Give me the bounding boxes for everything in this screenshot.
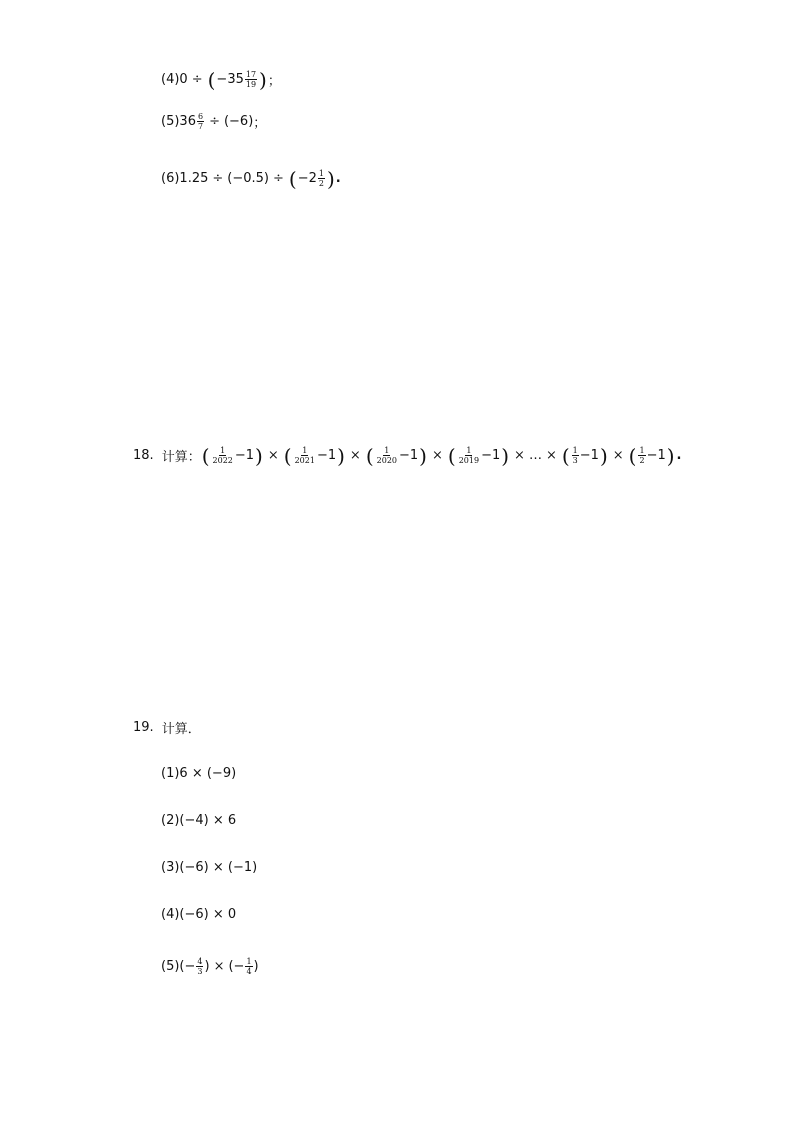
minus-one: −1	[579, 448, 599, 463]
right-paren: )	[204, 959, 210, 974]
fraction	[638, 446, 645, 465]
denominator: 2022	[212, 456, 233, 465]
minus-one: −1	[481, 448, 501, 463]
numerator: 4	[197, 957, 203, 966]
times-sign: ×	[267, 448, 279, 463]
denominator: 7	[197, 122, 204, 131]
numerator: 1	[246, 957, 252, 966]
times-sign: ×	[514, 448, 525, 463]
minus-one: −1	[646, 448, 666, 463]
q19-part-4	[161, 907, 236, 922]
right-paren: )	[253, 959, 259, 974]
problem-label: (5)	[161, 114, 180, 129]
divide-sign: ÷	[209, 114, 220, 129]
left-paren: (	[201, 443, 210, 468]
denominator: 2019	[458, 456, 480, 465]
minus-one: −1	[399, 448, 419, 463]
divide-sign: ÷	[191, 72, 203, 87]
right-paren: )	[337, 443, 345, 468]
fraction	[376, 446, 398, 465]
question-number: 18.	[133, 448, 154, 463]
left-paren: (	[207, 67, 216, 92]
denominator: 2021	[294, 456, 315, 465]
minus-one: −1	[234, 448, 255, 463]
mixed-whole: −35	[216, 72, 244, 87]
numerator: 1	[466, 446, 472, 455]
numerator: 1	[302, 446, 308, 455]
problem-5	[161, 112, 266, 131]
numerator: 6	[197, 112, 204, 121]
q19-part-2	[161, 813, 236, 828]
question-18	[133, 443, 682, 468]
part-label: (4)	[161, 907, 180, 922]
end-punct: ；	[267, 74, 281, 89]
problem-label: (4)	[161, 72, 180, 87]
end-punct: .	[676, 448, 682, 463]
question-title: 计算．	[161, 722, 201, 737]
numerator: 1	[220, 446, 226, 455]
right-paren: )	[666, 443, 675, 468]
part-label: (2)	[161, 813, 180, 828]
end-punct: .	[335, 171, 341, 186]
denominator: 3	[572, 456, 578, 465]
operand: (−0.5)	[227, 171, 269, 186]
times-sign: ×	[349, 448, 361, 463]
product-expression	[201, 443, 676, 468]
denominator: 2020	[376, 456, 397, 465]
right-paren: )	[501, 443, 510, 468]
operand: 0	[179, 72, 188, 87]
q19-part-1	[161, 766, 236, 781]
mixed-whole: −2	[297, 171, 317, 186]
part-label: (1)	[161, 766, 180, 781]
question-prefix: 计算：	[161, 450, 201, 465]
times-sign: ×	[612, 448, 624, 463]
right-paren: )	[419, 443, 427, 468]
fraction	[197, 112, 204, 131]
problem-6	[161, 166, 341, 191]
left-paren: (	[283, 443, 292, 468]
left-paren: (−	[179, 959, 196, 974]
problem-label: (6)	[161, 171, 180, 186]
divide-sign: ÷	[273, 171, 284, 186]
left-paren: (	[628, 443, 637, 468]
operand: 1.25	[179, 171, 209, 186]
part-label: (5)	[161, 959, 180, 974]
operand: (−6)	[223, 114, 254, 129]
question-number: 19.	[133, 720, 154, 735]
denominator: 2	[318, 179, 324, 188]
left-paren: (	[447, 443, 456, 468]
denominator: 2	[639, 456, 645, 465]
left-paren: (	[561, 443, 570, 468]
numerator: 1	[318, 169, 324, 178]
fraction	[294, 446, 316, 465]
left-paren: (	[288, 166, 297, 191]
right-paren: )	[599, 443, 608, 468]
times-sign: ×	[213, 959, 225, 974]
fraction	[245, 70, 257, 89]
left-paren: (−	[228, 959, 245, 974]
q19-part-3	[161, 860, 257, 875]
denominator: 19	[245, 80, 257, 89]
right-paren: )	[255, 443, 263, 468]
numerator: 17	[245, 70, 257, 79]
denominator: 3	[197, 967, 203, 976]
fraction	[212, 446, 234, 465]
numerator: 1	[384, 446, 390, 455]
denominator: 4	[246, 967, 252, 976]
part-expression: 6 × (−9)	[179, 766, 237, 781]
end-punct: ；	[253, 116, 267, 131]
fraction	[572, 446, 579, 465]
right-paren: )	[326, 166, 335, 191]
fraction	[318, 169, 325, 188]
numerator: 1	[572, 446, 578, 455]
part-label: (3)	[161, 860, 180, 875]
part-expression: (−4) × 6	[179, 813, 237, 828]
minus-one: −1	[316, 448, 337, 463]
fraction	[245, 957, 252, 976]
question-19	[133, 718, 201, 737]
q19-part-5	[161, 957, 259, 976]
numerator: 1	[639, 446, 645, 455]
left-paren: (	[365, 443, 374, 468]
ellipsis: …	[528, 448, 542, 463]
mixed-whole: 36	[179, 114, 196, 129]
part-expression: (−6) × 0	[179, 907, 237, 922]
right-paren: )	[259, 67, 267, 92]
part-expression: (−6) × (−1)	[179, 860, 258, 875]
fraction	[196, 957, 203, 976]
times-sign: ×	[545, 448, 557, 463]
fraction	[458, 446, 480, 465]
problem-4	[161, 67, 281, 92]
times-sign: ×	[431, 448, 443, 463]
divide-sign: ÷	[212, 171, 224, 186]
